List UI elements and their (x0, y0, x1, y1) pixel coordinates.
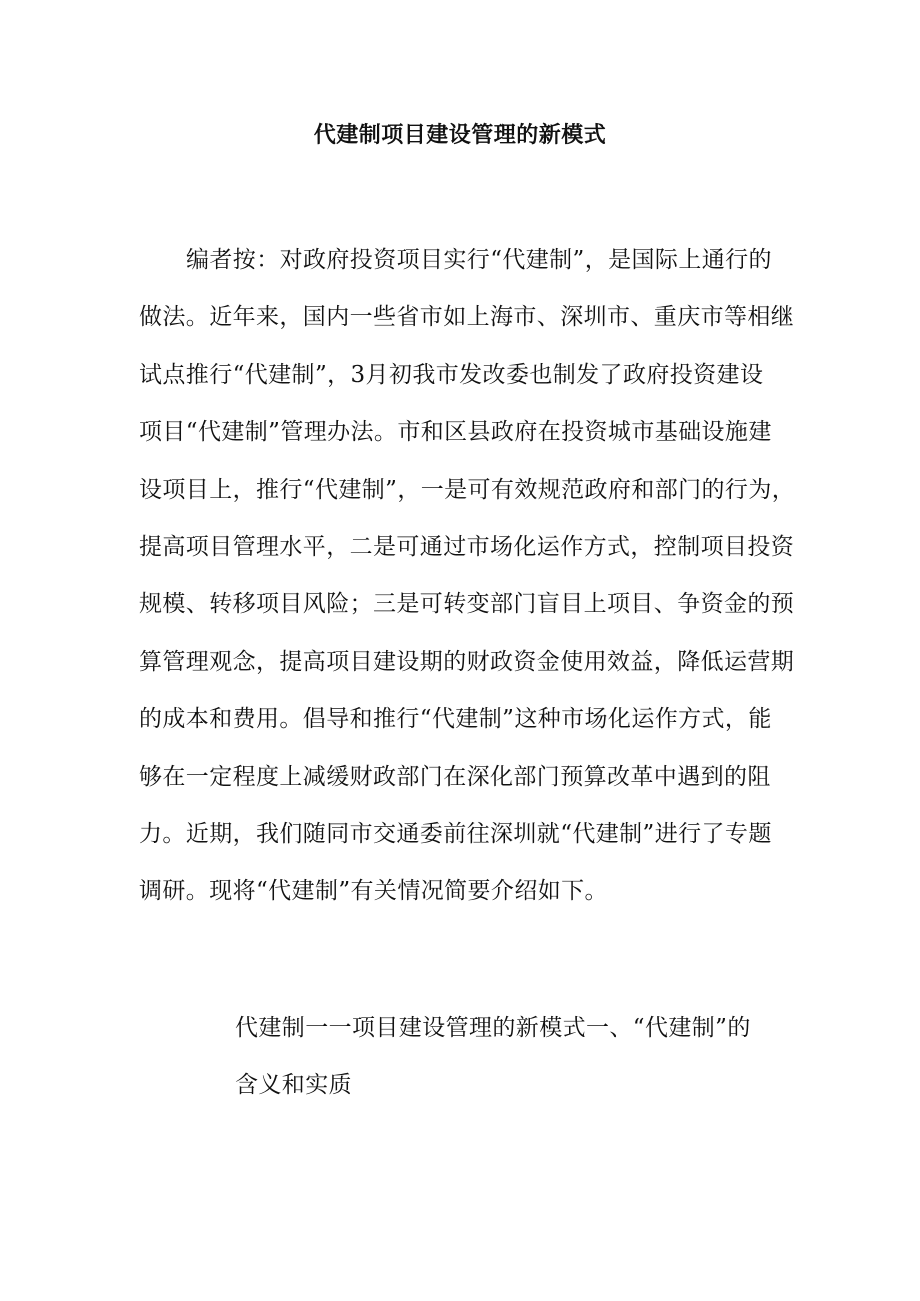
paragraph-line: 提高项目管理水平，二是可通过市场化运作方式，控制项目投资 (139, 533, 795, 560)
paragraph-line: 算管理观念，提高项目建设期的财政资金使用效益，降低运营期 (139, 648, 795, 675)
document-title: 代建制项目建设管理的新模式 (313, 123, 607, 148)
paragraph-line: 的成本和费用。倡导和推行“代建制”这种市场化运作方式，能 (139, 706, 772, 733)
paragraph-line: 规模、转移项目风险；三是可转变部门盲目上项目、争资金的预 (139, 591, 795, 618)
section-heading-line: 代建制一一项目建设管理的新模式一、“代建制”的 (235, 1015, 751, 1041)
paragraph-line: 试点推行“代建制”，3月初我市发改委也制发了政府投资建设 (139, 361, 764, 388)
paragraph-line: 项目“代建制”管理办法。市和区县政府在投资城市基础设施建 (139, 419, 772, 446)
section-heading (235, 1000, 795, 1115)
paragraph-line: 设项目上，推行“代建制”，一是可有效规范政府和部门的行为， (139, 476, 796, 503)
editor-note-paragraph (139, 232, 796, 921)
paragraph-line: 调研。现将“代建制”有关情况简要介绍如下。 (139, 878, 608, 905)
paragraph-line: 够在一定程度上减缓财政部门在深化部门预算改革中遇到的阻 (139, 763, 771, 790)
paragraph-line: 做法。近年来，国内一些省市如上海市、深圳市、重庆市等相继 (139, 304, 795, 331)
paragraph-line: 编者按：对政府投资项目实行“代建制”，是国际上通行的 (186, 247, 772, 273)
section-heading-line: 含义和实质 (235, 1072, 352, 1099)
paragraph-line: 力。近期，我们随同市交通委前往深圳就“代建制”进行了专题 (139, 820, 772, 847)
